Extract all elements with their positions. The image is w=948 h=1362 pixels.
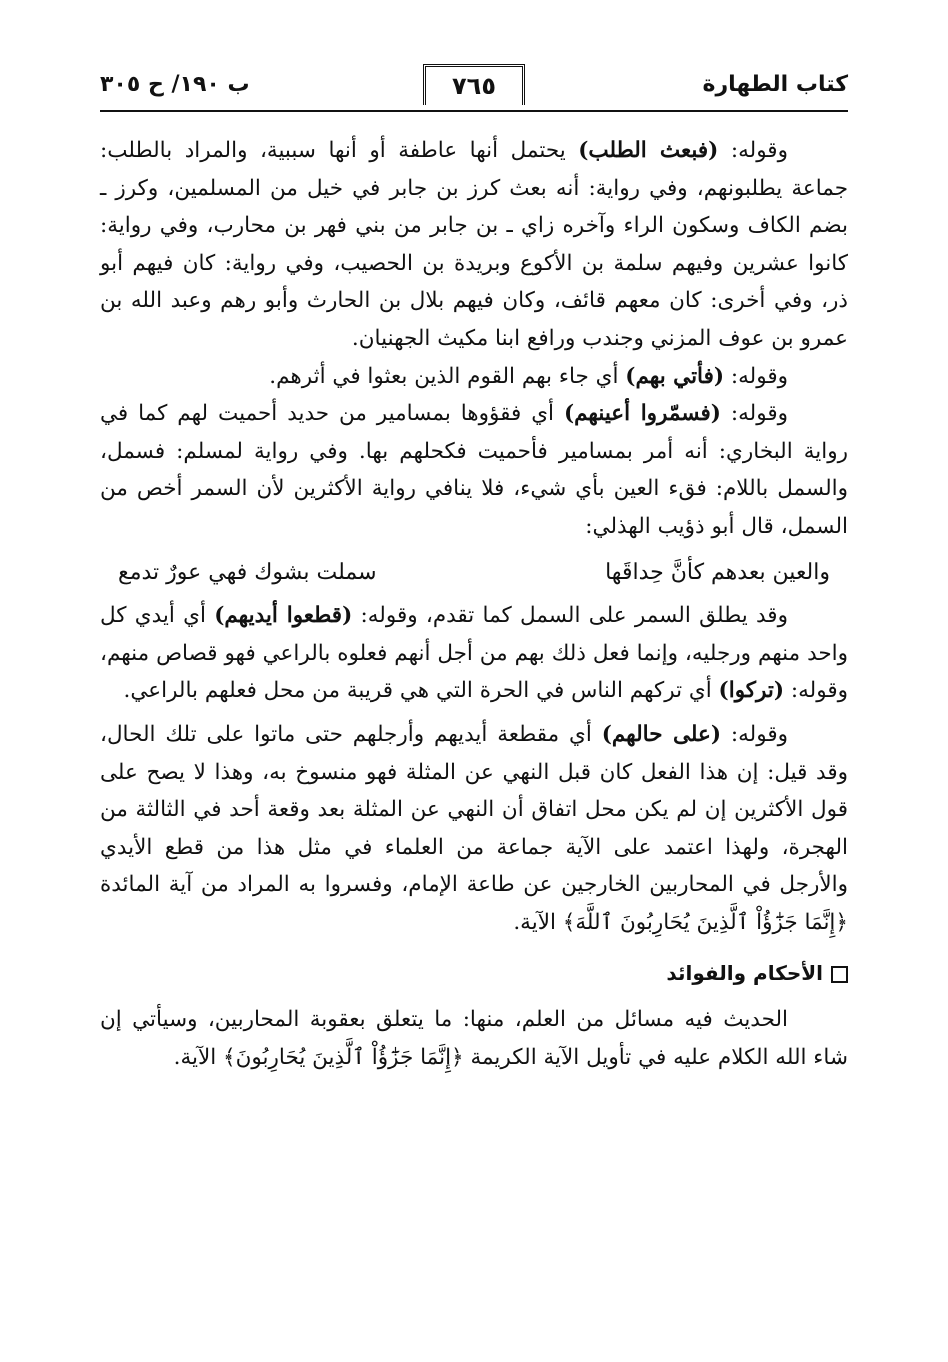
paragraph-5-quran-quote: ﴿إِنَّمَا جَزَٰٓؤُاْ ٱلَّذِينَ يُحَارِبُونَ ٱللَّهَ﴾ — [562, 909, 848, 935]
paragraph-2-text: أي جاء بهم القوم الذين بعثوا في أثرهم. — [269, 363, 626, 389]
paragraph-2 — [100, 358, 848, 396]
paragraph-6-quran-quote: ﴿إِنَّمَا جَزَٰٓؤُاْ ٱلَّذِينَ يُحَارِبُونَ﴾ — [223, 1044, 464, 1070]
paragraph-6-text: الحديث فيه مسائل من العلم، منها: ما يتعلق بعقوبة المحاربين، وسيأتي إن شاء الله الكلام عليه في تأويل الآية الكريمة — [100, 1007, 848, 1070]
verse-first-hemistich: والعين بعدهم كأنَّ حِداقَها — [605, 559, 830, 585]
paragraph-4-keyword-b: (تركوا) — [718, 678, 785, 704]
paragraph-1-lead: وقوله: — [718, 138, 788, 163]
paragraph-5-tail: الآية. — [513, 909, 563, 935]
hadith-reference: ب ١٩٠/ ح ٣٠٥ — [100, 72, 250, 97]
paragraph-2-keyword: (فأتي بهم) — [625, 363, 725, 389]
section-heading — [100, 955, 848, 993]
book-title: كتاب الطهارة — [702, 72, 848, 97]
page-number: ٧٦٥ — [423, 64, 525, 105]
page-body — [100, 132, 848, 1076]
paragraph-2-lead: وقوله: — [724, 363, 788, 389]
paragraph-6-tail: الآية. — [173, 1044, 224, 1070]
paragraph-6 — [100, 1001, 848, 1076]
paragraph-4 — [100, 597, 848, 710]
paragraph-4-text-b: أي أيدي كل واحد منهم ورجليه، وإنما فعل ذلك بهم من أجل أنهم فعلوه بالراعي فهو قصاص منهم، وقوله: — [100, 603, 848, 704]
paragraph-5-lead: وقوله: — [721, 721, 788, 747]
square-bullet-icon — [831, 966, 848, 983]
page-header — [100, 62, 848, 112]
paragraph-3-text: أي فقؤوها بمسامير من حديد أحميت لهم كما في رواية البخاري: أنه أمر بمسامير فأحميت فكحلهم بها. وفي رواية لمسلم: فسمل، والسمل باللام: فقء العين بأي شيء، فلا ينافي رواية الأكثرين لأن السمر أخص من السمل، قال أبو ذؤيب الهذلي: — [100, 401, 848, 539]
paragraph-3-keyword: (فسمّروا أعينهم) — [563, 401, 721, 427]
paragraph-1-text: يحتمل أنها عاطفة أو أنها سببية، والمراد بالطلب: جماعة يطلبونهم، وفي رواية: أنه بعث كرز بن جابر في خيل من المسلمين، وكرز ـ بضم الكاف وسكون الراء وآخره زاي ـ بن جابر من بني فهر بن محارب، وفي رواية: كانوا عشرين وفيهم سلمة بن الأكوع وبريدة بن الحصيب، وفي رواية: كان فيهم أبو ذر، وفي أخرى: كان معهم قائف، وكان فيهم بلال بن الحارث وأبو رهم وعبد الله بن عمرو بن عوف المزني وجندب ورافع ابنا مكيث الجهنيان. — [100, 138, 848, 351]
verse-second-hemistich: سملت بشوك فهي عورٌ تدمع — [118, 559, 377, 585]
paragraph-4-text-c: أي تركهم الناس في الحرة التي هي قريبة من محل فعلهم بالراعي. — [123, 678, 719, 704]
paragraph-5-text: أي مقطعة أيديهم وأرجلهم حتى ماتوا على تلك الحال، وقد قيل: إن هذا الفعل كان قبل النهي عن المثلة فهو منسوخ به، وهذا لا يصح على قول الأكثرين إن لم يكن محل اتفاق أن النهي عن المثلة بعد وقعة أحد في الثالثة من الهجرة، ولهذا اعتمد على الآية جماعة من العلماء في مثل هذا من قطع الأيدي والأرجل في المحاربين الخارجين عن طاعة الإمام، وفسروا به المراد من آية المائدة — [100, 721, 848, 898]
paragraph-4-text-a: وقد يطلق السمر على السمل كما تقدم، وقوله: — [352, 603, 788, 629]
paragraph-3 — [100, 395, 848, 545]
section-title: الأحكام والفوائد — [666, 961, 823, 986]
paragraph-3-lead: وقوله: — [720, 401, 788, 427]
poetry-verse — [100, 554, 848, 592]
paragraph-5 — [100, 716, 848, 942]
paragraph-5-keyword: (على حالهم) — [601, 721, 722, 747]
paragraph-4-keyword-a: (قطعوا أيديهم) — [214, 603, 353, 629]
paragraph-1-keyword: (فبعث الطلب) — [578, 138, 719, 163]
book-page — [100, 62, 848, 1076]
paragraph-1 — [100, 132, 848, 358]
